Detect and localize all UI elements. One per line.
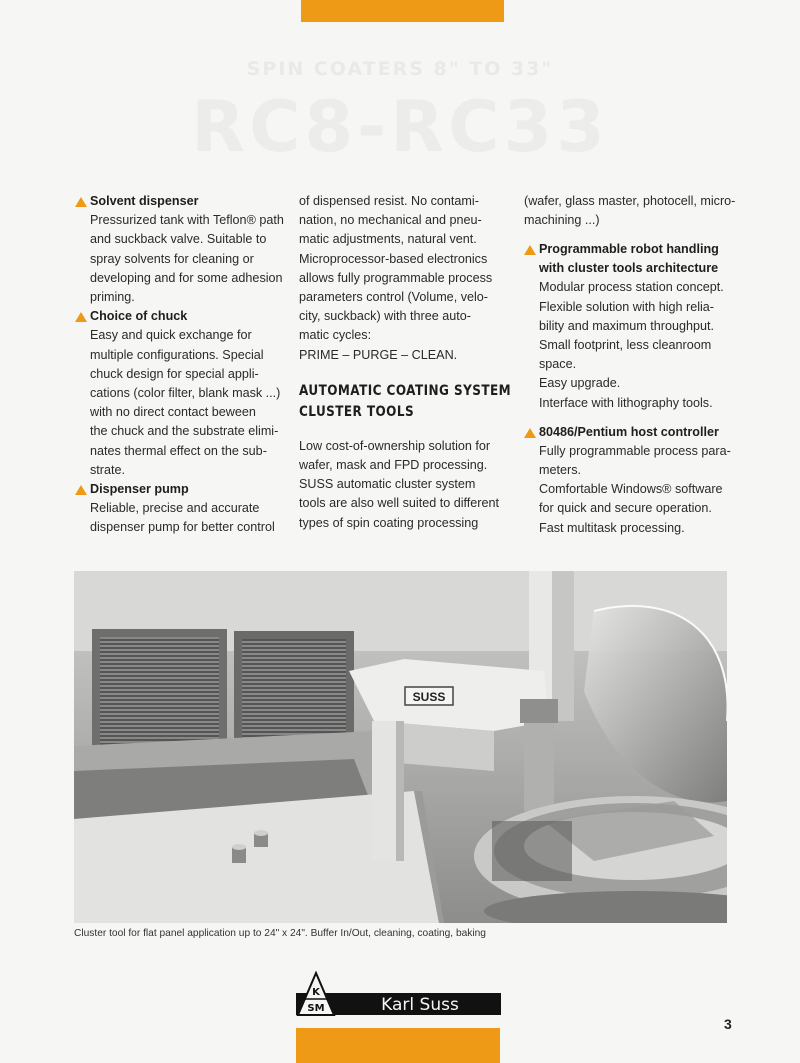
feature-title: Dispenser pump xyxy=(90,482,189,497)
karl-suss-logo-mark xyxy=(296,971,501,1021)
text-line: matic adjustments, natural vent. xyxy=(299,232,477,247)
text-line: with no direct contact beween xyxy=(90,405,256,420)
text-line: and suckback valve. Suitable to xyxy=(90,232,267,247)
feature-title: Programmable robot handling xyxy=(539,242,719,257)
text-line: Modular process station concept. xyxy=(539,280,724,295)
section-paragraph xyxy=(299,437,509,533)
text-line: cations (color filter, blank mask ...) xyxy=(90,386,281,401)
karl-suss-logo xyxy=(296,971,501,1021)
logo-brand-text: Karl Suss xyxy=(381,995,459,1015)
column-2 xyxy=(299,192,512,533)
cluster-tool-photo xyxy=(74,571,727,923)
text-line: Interface with lithography tools. xyxy=(539,395,713,410)
feature-dispenser-pump xyxy=(75,480,285,538)
text-line: multiple configurations. Special xyxy=(90,347,264,362)
text-line: allows fully programmable process xyxy=(299,270,493,285)
text-line: for quick and secure operation. xyxy=(539,501,712,516)
text-line: Flexible solution with high relia- xyxy=(539,299,714,314)
triangle-bullet-icon xyxy=(524,428,536,438)
page-number: 3 xyxy=(724,1016,732,1032)
text-line: the chuck and the substrate elimi- xyxy=(90,424,279,439)
text-line: Fast multitask processing. xyxy=(539,520,685,535)
text-line: strate. xyxy=(90,462,125,477)
logo-emblem-bottom: SM xyxy=(307,1003,325,1014)
suss-badge-text: SUSS xyxy=(412,690,446,704)
feature-title: with cluster tools architecture xyxy=(539,261,719,276)
triangle-bullet-icon xyxy=(524,245,536,255)
photo-caption: Cluster tool for flat panel application up to 24" x 24". Buffer In/Out, cleaning, coating, baking xyxy=(74,928,486,939)
text-line: city, suckback) with three auto- xyxy=(299,309,471,324)
top-orange-tab xyxy=(301,0,504,22)
cluster-tool-illustration xyxy=(74,571,727,923)
text-line: Reliable, precise and accurate xyxy=(90,501,260,516)
triangle-bullet-icon xyxy=(75,312,87,322)
text-line: Comfortable Windows® software xyxy=(539,482,723,497)
text-line: Low cost-of-ownership solution for xyxy=(299,438,491,453)
text-line: dispenser pump for better control xyxy=(90,520,275,535)
text-line: Microprocessor-based electronics xyxy=(299,251,488,266)
section-heading xyxy=(299,381,512,423)
triangle-bullet-icon xyxy=(75,485,87,495)
text-line: types of spin coating processing xyxy=(299,515,479,530)
text-line: nates thermal effect on the sub- xyxy=(90,443,267,458)
text-line: Small footprint, less cleanroom xyxy=(539,338,712,353)
text-line: Easy and quick exchange for xyxy=(90,328,252,343)
ghost-title: RC8-RC33 xyxy=(191,86,609,168)
text-line: bility and maximum throughput. xyxy=(539,318,714,333)
text-line: Easy upgrade. xyxy=(539,376,621,391)
heading-line: CLUSTER TOOLS xyxy=(299,403,415,420)
feature-title: Solvent dispenser xyxy=(90,194,199,208)
text-line: machining ...) xyxy=(524,213,600,228)
text-line: wafer, mask and FPD processing. xyxy=(299,458,488,473)
feature-host-controller xyxy=(524,423,744,538)
feature-choice-of-chuck xyxy=(75,307,285,480)
ghost-subtitle: SPIN COATERS 8" TO 33" xyxy=(246,58,554,80)
text-line: space. xyxy=(539,357,577,372)
text-line: Fully programmable process para- xyxy=(539,443,731,458)
text-line: priming. xyxy=(90,290,135,305)
text-line: matic cycles: xyxy=(299,328,372,343)
text-line: tools are also well suited to different xyxy=(299,496,499,511)
feature-title: 80486/Pentium host controller xyxy=(539,424,719,439)
text-line: SUSS automatic cluster system xyxy=(299,477,476,492)
text-line: spray solvents for cleaning or xyxy=(90,251,254,266)
text-line: (wafer, glass master, photocell, micro- xyxy=(524,194,736,208)
heading-line: AUTOMATIC COATING SYSTEM xyxy=(299,382,512,399)
feature-robot-handling xyxy=(524,240,744,412)
continued-paragraph xyxy=(299,192,509,365)
bottom-orange-tab xyxy=(296,1028,500,1063)
text-line: chuck design for special appli- xyxy=(90,366,259,381)
continued-paragraph xyxy=(524,192,744,230)
text-line: meters. xyxy=(539,463,581,478)
text-line: PRIME – PURGE – CLEAN. xyxy=(299,347,458,362)
column-1 xyxy=(75,192,285,538)
logo-emblem-top: K xyxy=(312,987,320,998)
column-3 xyxy=(524,192,744,538)
feature-title: Choice of chuck xyxy=(90,309,188,324)
text-line: Pressurized tank with Teflon® path xyxy=(90,213,284,228)
feature-solvent-dispenser xyxy=(75,192,285,307)
text-line: parameters control (Volume, velo- xyxy=(299,290,488,305)
text-line: developing and for some adhesion xyxy=(90,270,283,285)
triangle-bullet-icon xyxy=(75,197,87,207)
text-line: of dispensed resist. No contami- xyxy=(299,194,479,208)
text-line: nation, no mechanical and pneu- xyxy=(299,213,482,228)
